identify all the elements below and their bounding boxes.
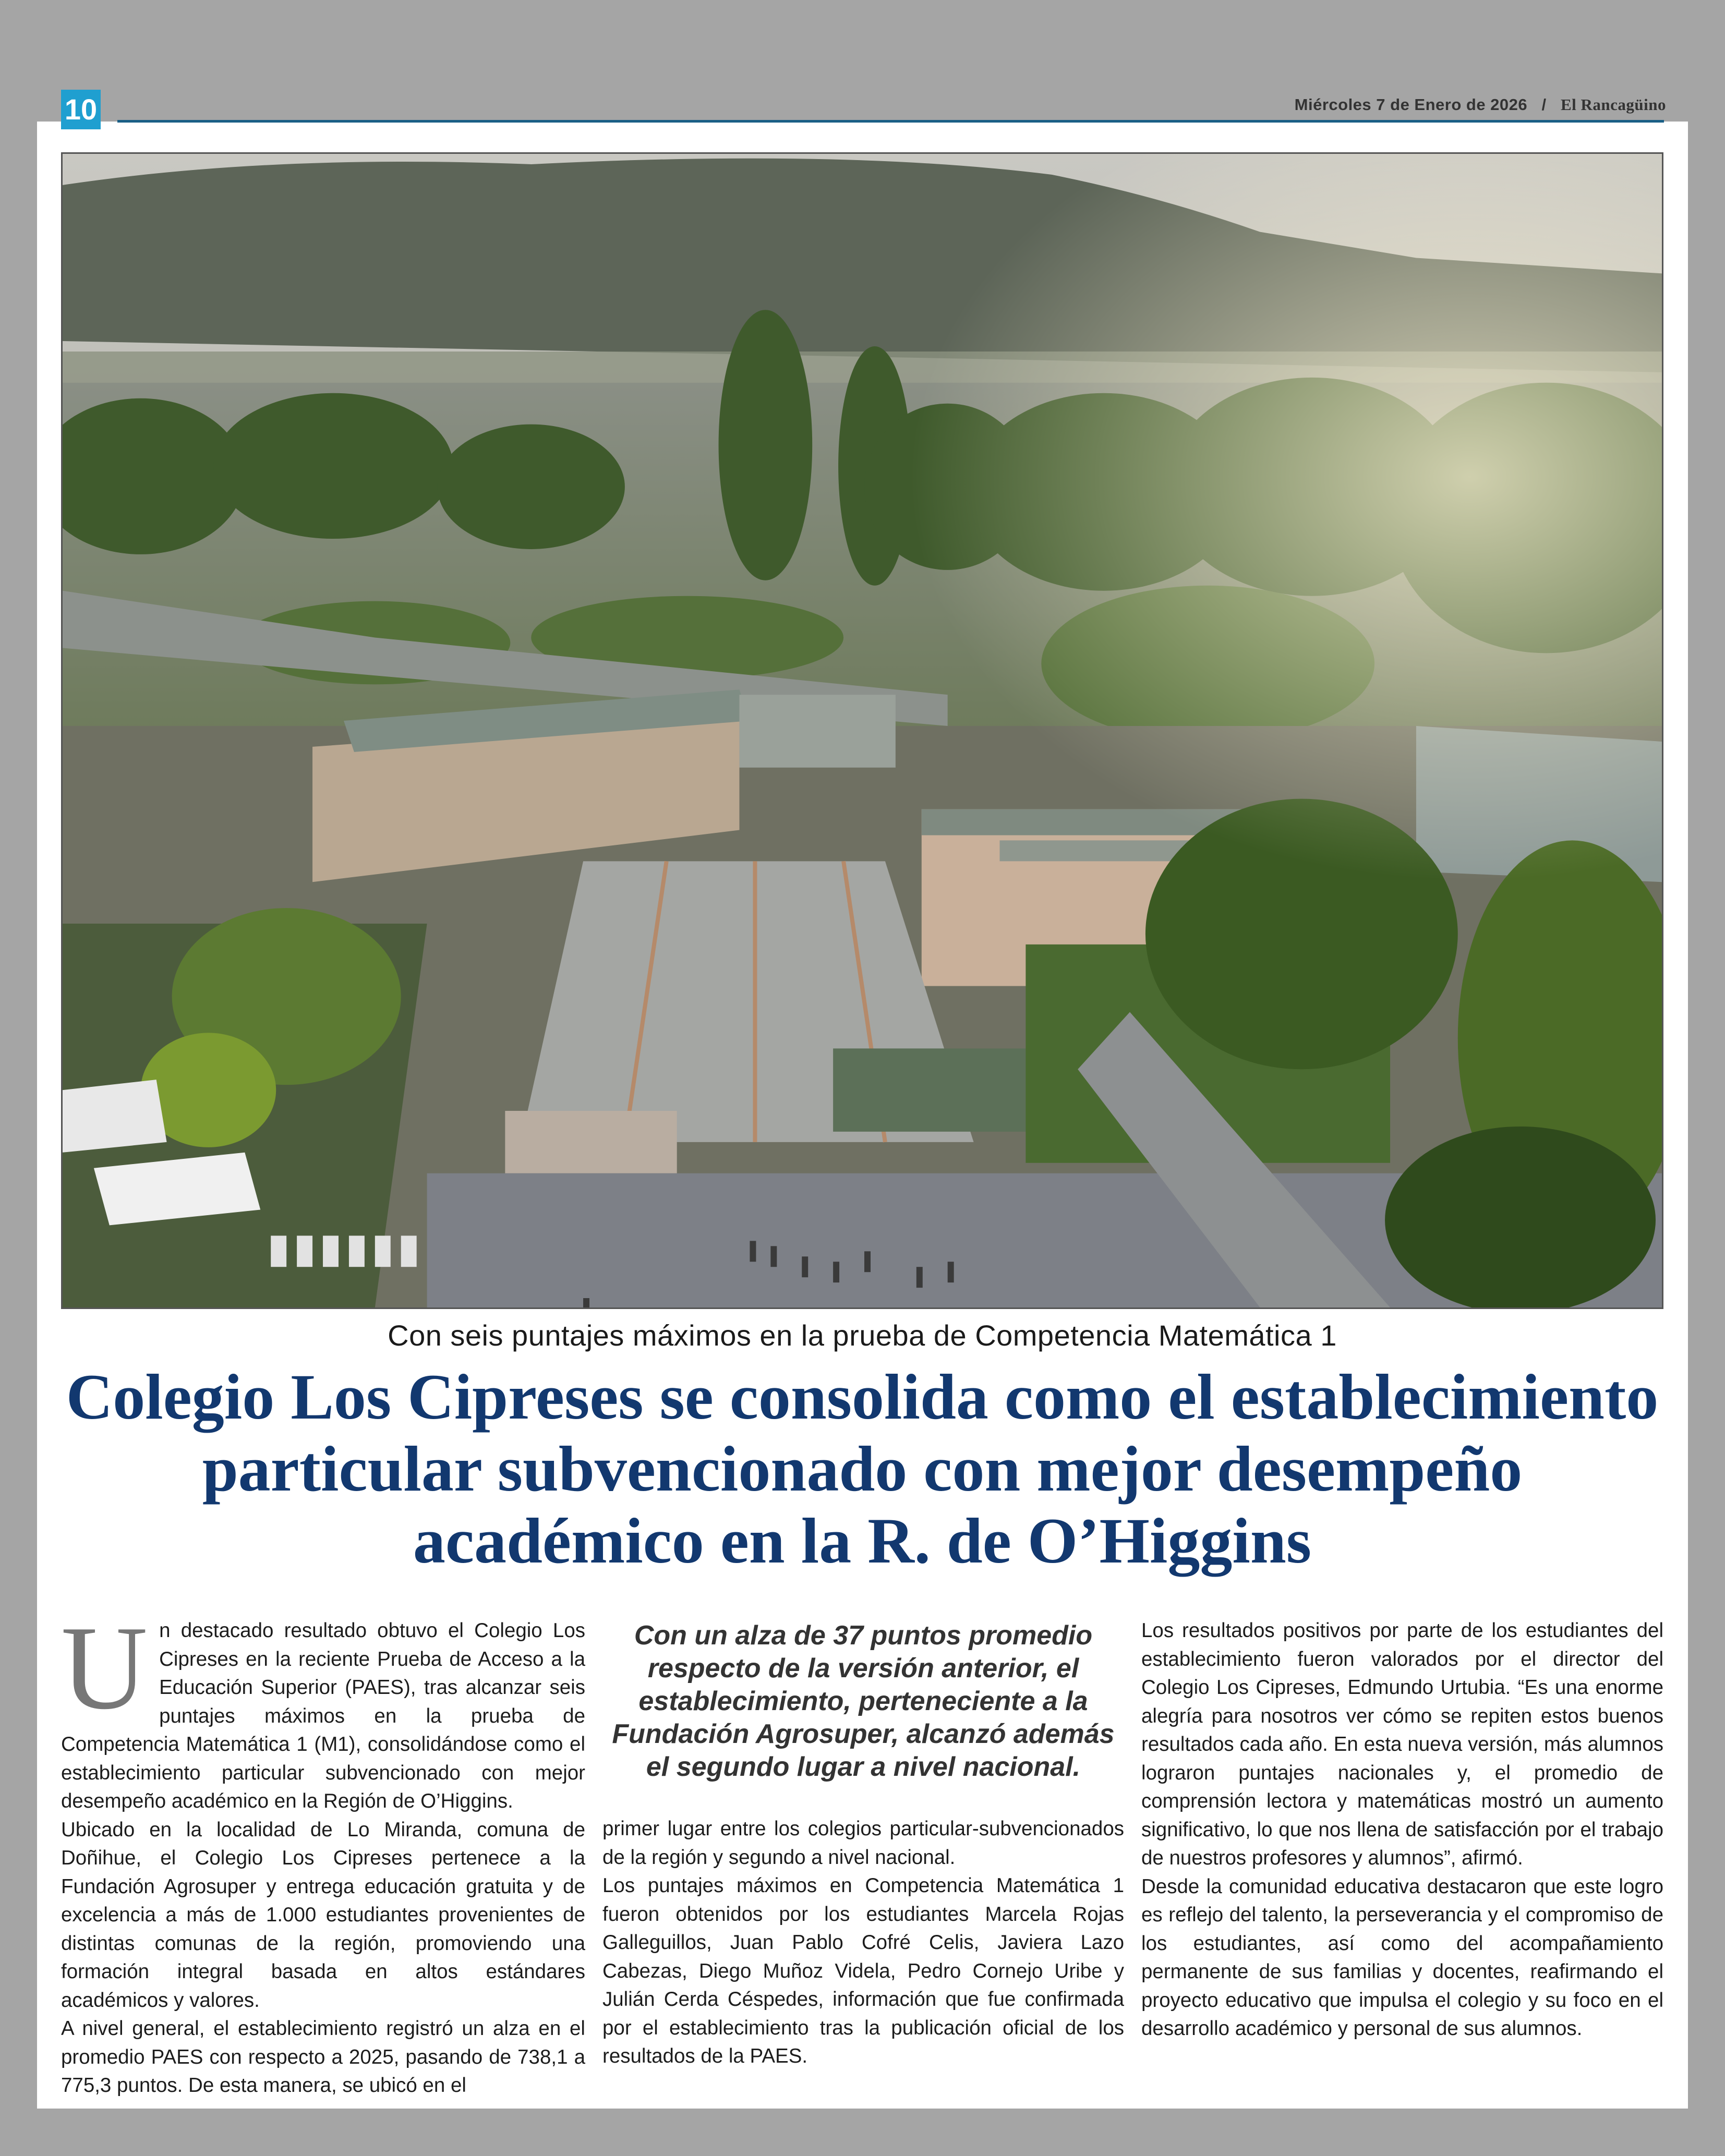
article-column-2: [602, 1815, 1124, 2071]
paragraph-3: A nivel general, el establecimiento registró un alza en el promedio PAES con respecto a 2025, pasando de 738,1 a 775,3 puntos. De esta manera, se ubicó en el: [61, 2017, 585, 2097]
newspaper-name: El Rancagüino: [1560, 95, 1666, 114]
paragraph-6: Los resultados positivos por parte de los estudiantes del establecimiento fueron valorados por el director del Colegio Los Cipreses, Edmundo Urtubia. “Es una enorme alegría para nosotros ver cómo se repiten estos buenos resultados cada año. En esta nueva versión, más alumnos lograron puntajes nacionales y, el promedio de comprensión lectora y matemáticas mostró un aumento significativo, lo que nos llena de satisfacción por el trabajo de nuestros profesores y alumnos”, afirmó.: [1141, 1619, 1663, 1869]
pull-quote: Con un alza de 37 puntos promedio respecto de la versión anterior, el establecimiento, perteneciente a la Fundación Agrosuper, alcanzó además el segundo lugar a nivel nacional.: [612, 1620, 1115, 1782]
paragraph-1: n destacado resultado obtuvo el Colegio Los Cipreses en la reciente Prueba de Acceso a la Educación Superior (PAES), tras alcanzar seis puntajes máximos en la prueba de Competencia Matemática 1 (M1), consolidándose como el establecimiento particular subvencionado con mejor desempeño académico en la Región de O’Higgins.: [61, 1619, 585, 1812]
paragraph-4: primer lugar entre los colegios particular-subvencionados de la región y segundo a nivel nacional.: [602, 1818, 1124, 1869]
paragraph-5: Los puntajes máximos en Competencia Matemática 1 fueron obtenidos por los estudiantes Marcela Rojas Galleguillos, Juan Pablo Cofré Celis, Javiera Lazo Cabezas, Diego Muñoz Videla, Pedro Cornejo Uribe y Julián Cerda Céspedes, información que fue confirmada por el establecimiento tras la publicación oficial de los resultados de la PAES.: [602, 1874, 1124, 2067]
aerial-photo-school: [61, 152, 1663, 1309]
issue-date: Miércoles 7 de Enero de 2026: [1294, 95, 1528, 114]
header-rule: [117, 120, 1664, 123]
article-column-1: [61, 1601, 585, 2100]
page-number-badge: 10: [61, 90, 101, 129]
drop-cap: U: [61, 1601, 148, 1734]
aerial-photo-illustration: [63, 154, 1662, 1307]
paragraph-7: Desde la comunidad educativa destacaron que este logro es reflejo del talento, la perseverancia y el compromiso de los estudiantes, así como del acompañamiento permanente de sus familias y docentes, reafirmando el proyecto educativo que impulsa el colegio y su foco en el desarrollo académico y personal de sus alumnos.: [1141, 1875, 1663, 2040]
article-kicker: Con seis puntajes máximos en la prueba de Competencia Matemática 1: [388, 1319, 1337, 1352]
article-headline: Colegio Los Cipreses se consolida como el establecimiento particular subvencionado con mejor desempeño académico en la R. de O’Higgins: [66, 1361, 1659, 1577]
header-separator: /: [1541, 95, 1547, 114]
page-header: [1295, 95, 1666, 114]
article-column-3: [1141, 1617, 1663, 2043]
paragraph-2: Ubicado en la localidad de Lo Miranda, comuna de Doñihue, el Colegio Los Cipreses pertenece a la Fundación Agrosuper y entrega educación gratuita y de excelencia a más de 1.000 estudiantes provenientes de distintas comunas de la región, promoviendo una formación integral basada en altos estándares académicos y valores.: [61, 1818, 585, 2012]
